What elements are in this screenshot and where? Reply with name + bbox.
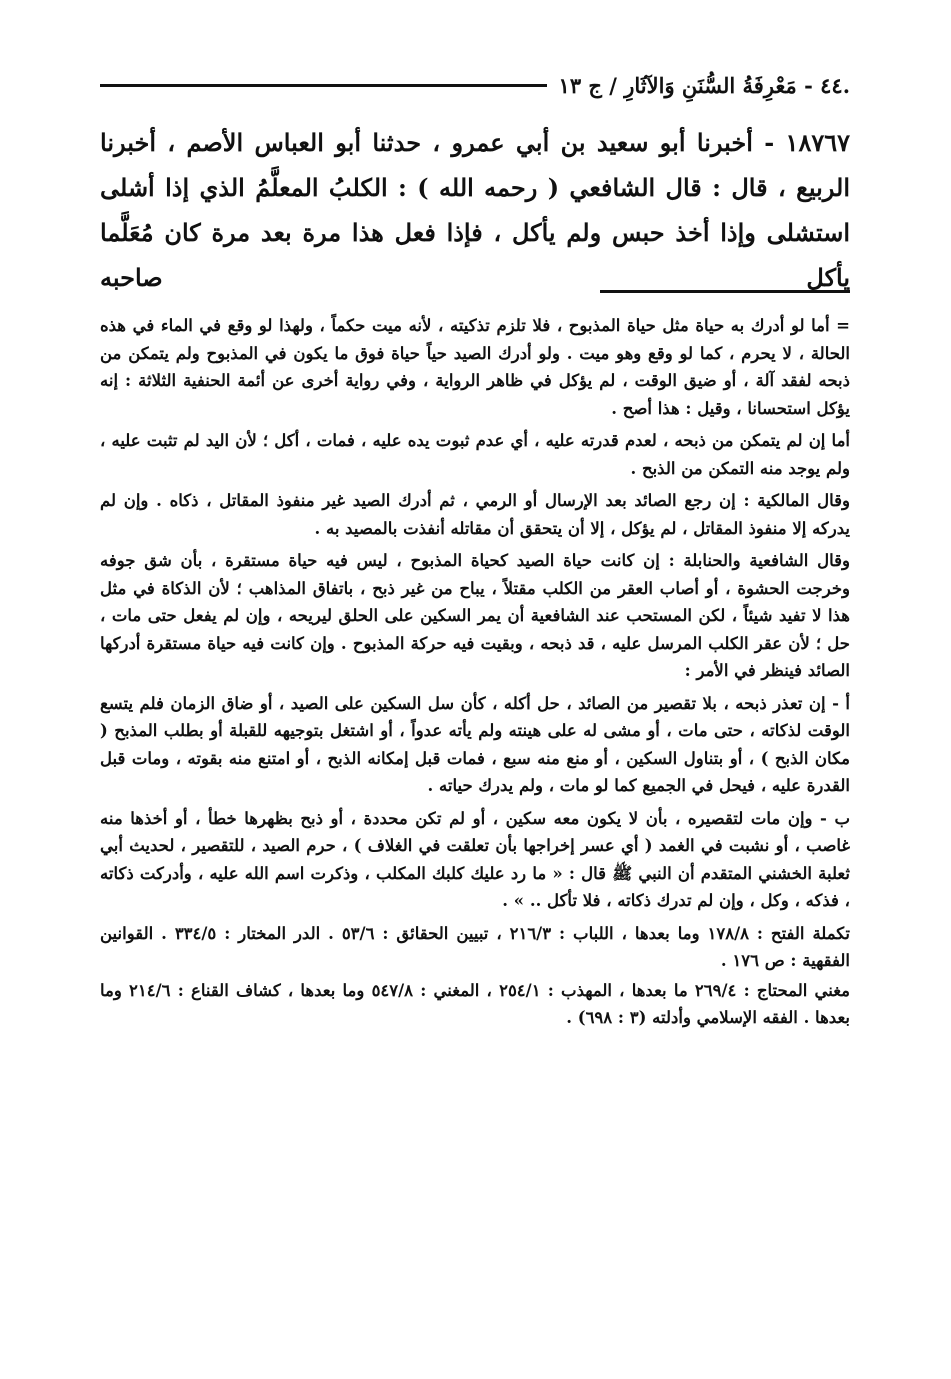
footnote-paragraph: ب - وإن مات لتقصيره ، بأن لا يكون معه سكين ، أو لم تكن محددة ، أو ذبح بظهرها خطأ ، أو أخذها منه غاصب ، أو نشبت في الغمد ( أي عسر إخراجها بأن تعلقت في الغلاف ) ، حرم الصيد ، للتقصير ، لحديث أبي ثعلبة الخشني المتقدم أن النبي ﷺ قال : « ما رد عليك كلبك المكلب ، وذكرت اسم الله عليه ، وأدركت ذكاته ، فذكه ، وكل ، وإن لم تدرك ذكاته ، فلا تأكل .. » . (100, 808, 850, 910)
hadith-text: ١٨٧٦٧ - أخبرنا أبو سعيد بن أبي عمرو ، حدثنا أبو العباس الأصم ، أخبرنا الربيع ، قال : قال الشافعي ( رحمه الله ) : الكلبُ المعلَّمُ الذي إذا أشلى استشلى وإذا أخذ حبس ولم يأكل ، فإذا فعل هذا مرة بعد مرة كان مُعَلَّما يأكل صاحبه (100, 128, 850, 292)
footnote-paragraph: أما إن لم يتمكن من ذبحه ، لعدم قدرته عليه ، أي عدم ثبوت يده عليه ، فمات ، أكل ؛ لأن اليد لم تثبت عليه ، ولم يوجد منه التمكن من الذبح . (100, 431, 850, 478)
footnote-paragraph: = أما لو أدرك به حياة مثل حياة المذبوح ، فلا تلزم تذكيته ، لأنه ميت حكماً ، ولهذا لو وقع في الماء في هذه الحالة ، لا يحرم ، كما لو وقع وهو ميت . ولو أدرك الصيد حياً حياة فوق ما يكون في المذبوح ولم يتمكن من ذبحه لفقد آلة ، أو ضيق الوقت ، لم يؤكل في ظاهر الرواية ، وفي رواية أخرى عن أئمة الحنفية الثلاثة : إنه يؤكل استحسانا ، وقيل : هذا أصح . (100, 316, 850, 418)
footnote-paragraph: وقال الشافعية والحنابلة : إن كانت حياة الصيد كحياة المذبوح ، ليس فيه حياة مستقرة ، بأن شق جوفه وخرجت الحشوة ، أو أصاب العقر من الكلب مقتلاً ، يباح من غير ذبح ، باتفاق المذاهب ؛ لأن الذكاة في مثل هذا لا تفيد شيئاً ، لكن المستحب عند الشافعية أن يمر السكين على الحلق ليريحه ، وإن لم يفعل حتى مات ، حل ؛ لأن عقر الكلب المرسل عليه ، قد ذبحه ، وبقيت فيه حركة المذبوح . وإن كانت فيه حياة مستقرة أدركها الصائد فينظر في الأمر : (100, 551, 850, 680)
footnote-reference: مغني المحتاج : ٢٦٩/٤ ما بعدها ، المهذب : ٢٥٤/١ ، المغني : ٥٤٧/٨ وما بعدها ، كشاف القناع : ٢١٤/٦ وما بعدها . الفقه الإسلامي وأدلته (٣ : ٦٩٨) . (100, 980, 851, 1027)
footnote-reference: تكملة الفتح : ١٧٨/٨ وما بعدها ، اللباب : ٢١٦/٣ ، تبيين الحقائق : ٥٣/٦ . الدر المختار : ٣٣٤/٥ . القوانين الفقهية : ص ١٧٦ . (100, 923, 850, 970)
page-header (100, 68, 850, 102)
running-title: .٤٤ - مَعْرِفَةُ السُّنَنِ وَالآثَارِ / ج ١٣ (558, 72, 850, 98)
footnote-separator (600, 290, 850, 293)
footnote-paragraph: وقال المالكية : إن رجع الصائد بعد الإرسال أو الرمي ، ثم أدرك الصيد غير منفوذ المقاتل ، ذكاه . وإن لم يدركه إلا منفوذ المقاتل ، لم يؤكل ، إلا أن يتحقق أن مقاتله أنفذت بالمصيد به . (100, 491, 850, 538)
footnote-paragraph: أ - إن تعذر ذبحه ، بلا تقصير من الصائد ، حل أكله ، كأن سل السكين على الصيد ، أو ضاق الزمان فلم يتسع الوقت لذكاته ، حتى مات ، أو مشى له على هينته ولم يأته عدواً ، أو اشتغل بتوجيهه للقبلة أو بطلب المذبح ( مكان الذبح ) ، أو بتناول السكين ، أو منع منه سبع ، فمات قبل إمكانه الذبح ، أو امتنع منه بقوته ، ومات قبل القدرة عليه ، فيحل في الجميع كما لو مات ، ولم يدرك حياته . (100, 693, 850, 795)
footnotes (100, 312, 850, 1034)
header-rule (100, 84, 547, 87)
